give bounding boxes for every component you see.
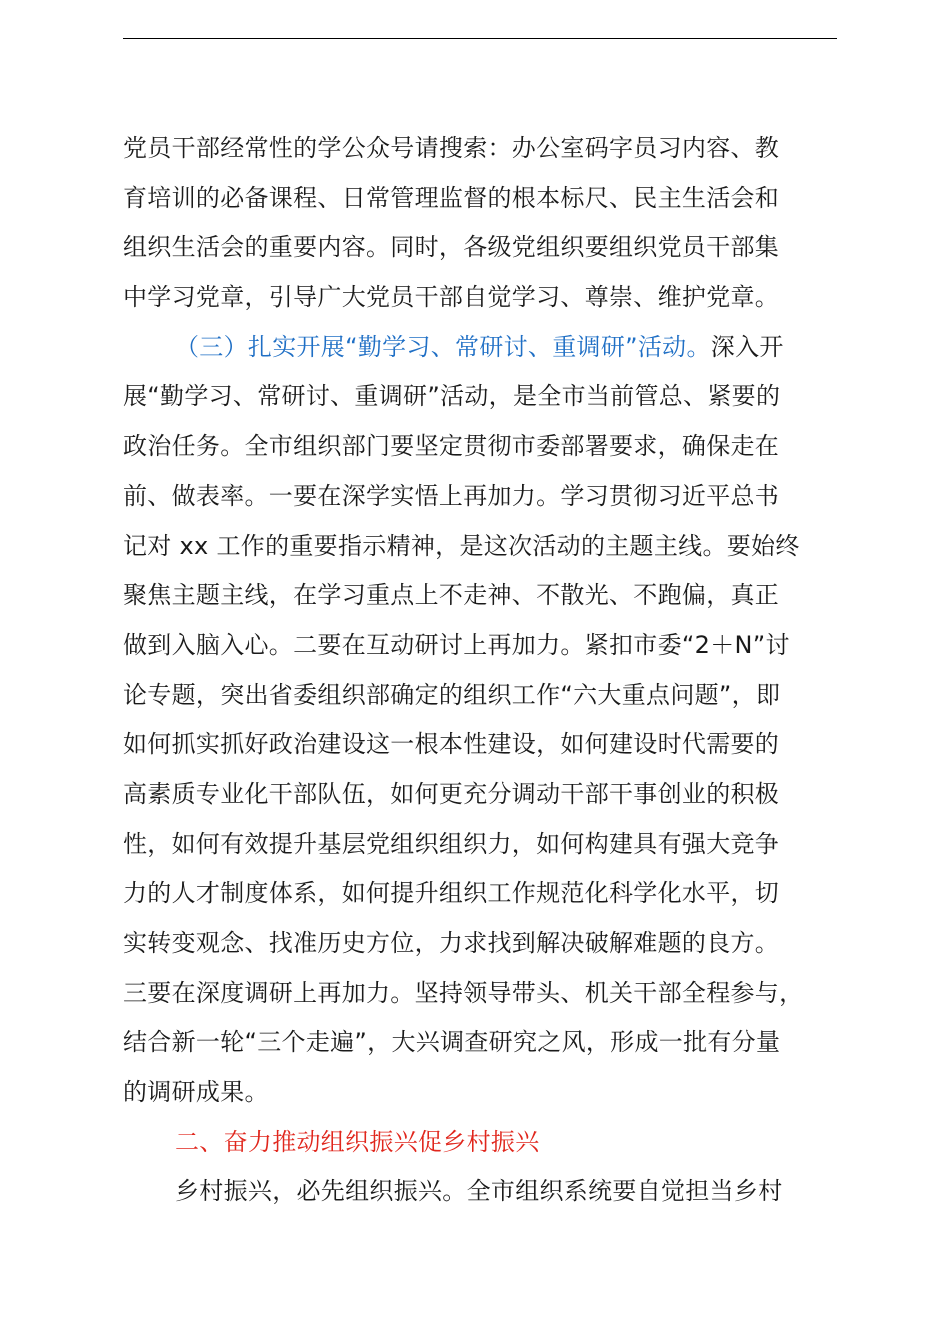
text-line: 论专题，突出省委组织部确定的组织工作“六大重点问题”，即 [123, 680, 781, 709]
paragraph-party-constitution [123, 124, 863, 323]
text-line: 高素质专业化干部队伍，如何更充分调动干部干事创业的积极 [123, 779, 780, 808]
text-line: 三要在深度调研上再加力。坚持领导带头、机关干部全程参与， [123, 978, 804, 1007]
text-line: 乡村振兴，必先组织振兴。全市组织系统要自觉担当乡村 [175, 1177, 783, 1206]
text-line: 实转变观念、找准历史方位，力求找到解决破解难题的良方。 [123, 929, 780, 957]
text-line: 展“勤学习、常研讨、重调研”活动，是全市当前管总、紧要的 [123, 382, 781, 411]
document-body [123, 124, 863, 1217]
section-heading: 二、奋力推动组织振兴促乡村振兴 [175, 1127, 540, 1156]
text-line: 记对 xx 工作的重要指示精神，是这次活动的主题主线。要始终 [123, 531, 800, 560]
text-line: 性，如何有效提升基层党组织组织力，如何构建具有强大竞争 [123, 829, 780, 858]
text-line: 聚焦主题主线，在学习重点上不走神、不散光、不跑偏，真正 [123, 581, 780, 610]
text-line: 做到入脑入心。二要在互动研讨上再加力。紧扣市委“2＋N”讨 [123, 630, 790, 659]
text-line: 力的人才制度体系，如何提升组织工作规范化科学化水平，切 [123, 879, 780, 908]
text-line: 政治任务。全市组织部门要坚定贯彻市委部署要求，确保走在 [123, 432, 780, 461]
subheading-line [123, 323, 863, 373]
text-line: 如何抓实抓好政治建设这一根本性建设，如何建设时代需要的 [123, 730, 780, 759]
text-line: 育培训的必备课程、日常管理监督的根本标尺、民主生活会和 [123, 183, 780, 212]
text-line: 前、做表率。一要在深学实悟上再加力。学习贯彻习近平总书 [123, 481, 780, 510]
text-line: 结合新一轮“三个走遍”，大兴调查研究之风，形成一批有分量 [123, 1028, 781, 1057]
paragraph-rural-revitalization [123, 1167, 863, 1217]
subheading-title: （三）扎实开展“勤学习、常研讨、重调研”活动。 [175, 332, 711, 361]
text-line: 的调研成果。 [123, 1078, 269, 1107]
subheading-rest: 深入开 [710, 332, 784, 361]
header-rule [123, 38, 837, 39]
text-line: 党员干部经常性的学公众号请搜索：办公室码字员习内容、教 [123, 134, 780, 162]
text-line: 中学习党章，引导广大党员干部自觉学习、尊崇、维护党章。 [123, 283, 780, 312]
paragraph-activity [123, 323, 863, 1118]
text-line: 组织生活会的重要内容。同时，各级党组织要组织党员干部集 [123, 233, 780, 262]
